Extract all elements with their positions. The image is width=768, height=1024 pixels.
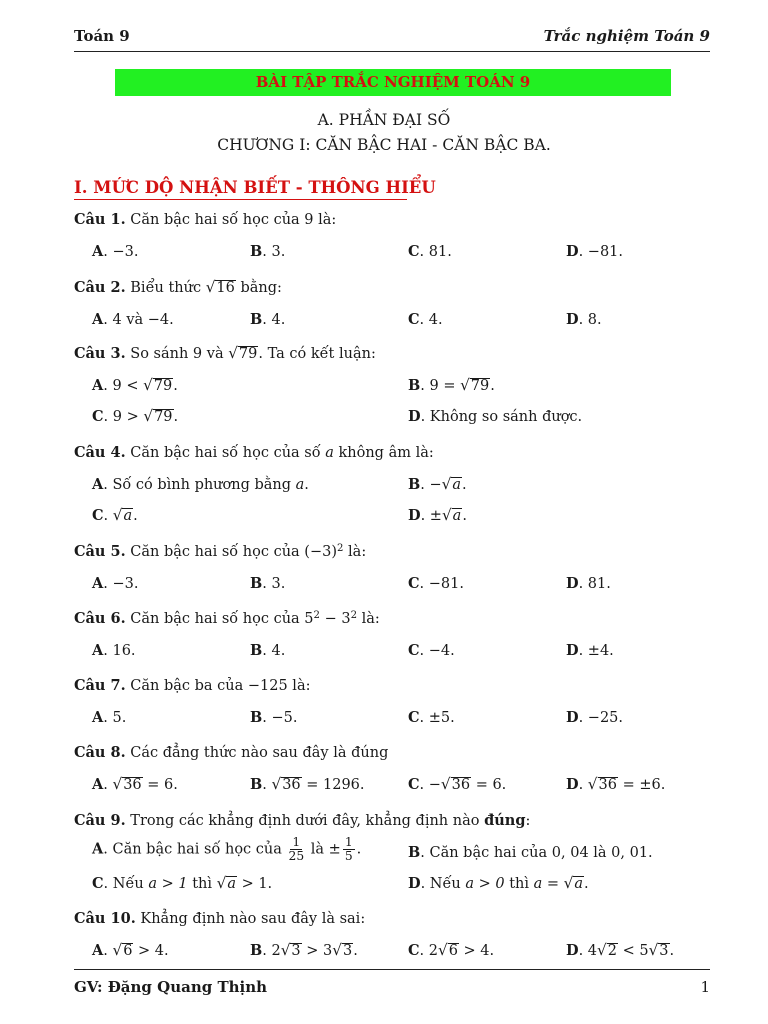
header-subject: Toán 9 [74,27,130,45]
q4-option-c: C. √ a . [92,506,138,524]
q6-option-a: A. 16. [92,642,136,659]
footer-divider [74,969,710,970]
q5-option-b: B. 3. [250,575,286,592]
q2-option-c: C. 4. [408,311,443,328]
q1-option-c: C. 81. [408,243,452,260]
q9-option-a: A. Căn bậc hai số học của $\frac{1}{25}$ là ± $\frac{1}{5}$ . [92,835,362,863]
page-number: 1 [700,978,710,996]
q10-option-c: C. 2 √ 6 > 4. [408,941,495,959]
q6-option-b: B. 4. [250,642,286,659]
q4-option-a: A. Số có bình phương bằng a. [92,476,309,493]
q7-option-a: A. 5. [92,709,127,726]
question-10: Câu 10. Khẳng định nào sau đây là sai: [74,910,366,927]
q9-option-c: C. Nếu a > 1 thì √ a > 1. [92,874,273,892]
question-5: Câu 5. Căn bậc hai số học của $(-3)^2$ là: [74,543,367,561]
q2-option-a: A. 4 và −4. [92,311,174,328]
q5-option-c: C. −81. [408,575,464,592]
q1-option-d: D. −81. [566,243,624,260]
q2-option-d: D. 8. [566,311,602,328]
q10-option-d: D. 4 √ 2 < 5 √ 3 . [566,941,675,959]
q7-option-c: C. ±5. [408,709,455,726]
q2-option-b: B. 4. [250,311,286,328]
question-9: Câu 9. Trong các khẳng định dưới đây, khẳng định nào đúng: [74,812,531,829]
q4-option-d: D. ± √ a . [408,506,467,524]
question-3: Câu 3. So sánh 9 và √ 79 . Ta có kết luận: [74,344,376,362]
q5-option-a: A. −3. [92,575,139,592]
q10-option-a: A. √ 6 > 4. [92,941,169,959]
q6-option-c: C. −4. [408,642,455,659]
q8-option-b: B. √ 36 = 1296. [250,775,365,793]
question-7: Câu 7. Căn bậc ba của −125 là: [74,677,311,694]
q1-option-a: A. −3. [92,243,139,260]
question-1: Câu 1. Căn bậc hai số học của 9 là: [74,211,337,228]
page-header [74,27,710,51]
question-8: Câu 8. Các đẳng thức nào sau đây là đúng [74,744,389,761]
question-2: Câu 2. Biểu thức √ 16 bằng: [74,278,282,296]
q1-option-b: B. 3. [250,243,286,260]
q3-option-d: D. Không so sánh được. [408,408,583,425]
q3-option-c: C. 9 > √ 79 . [92,407,179,425]
q8-option-a: A. √ 36 = 6. [92,775,178,793]
section-title: I. MỨC DỘ NHẬN BIẾT - THÔNG HIỂU [74,178,436,197]
q5-option-d: D. 81. [566,575,611,592]
q7-option-d: D. −25. [566,709,624,726]
question-4: Câu 4. Căn bậc hai số học của số a không âm là: [74,444,434,461]
q9-option-d: D. Nếu a > 0 thì a = √ a . [408,874,589,892]
section-underline [74,199,407,200]
q3-option-b: B. 9 = √ 79 . [408,376,495,394]
q3-option-a: A. 9 < √ 79 . [92,376,178,394]
q7-option-b: B. −5. [250,709,298,726]
header-title: Trắc nghiệm Toán 9 [543,27,710,45]
q6-option-d: D. ±4. [566,642,614,659]
q4-option-b: B. − √ a . [408,475,467,493]
question-6: Câu 6. Căn bậc hai số học của $5^2 - 3^2$ là: [74,610,380,628]
header-divider [74,51,710,52]
chapter-title: CHƯƠNG I: CĂN BẬC HAI - CĂN BẬC BA. [217,136,551,154]
title-banner: BÀI TẬP TRẮC NGHIỆM TOÁN 9 [115,69,671,96]
q9-option-b: B. Căn bậc hai của 0, 04 là 0, 01. [408,844,653,861]
part-title: A. PHẦN ĐẠI SỐ [317,111,451,129]
q8-option-c: C. − √ 36 = 6. [408,775,507,793]
footer-author: GV: Đặng Quang Thịnh [74,978,268,996]
q10-option-b: B. 2 √ 3 > 3 √ 3 . [250,941,358,959]
q8-option-d: D. √ 36 = ±6. [566,775,666,793]
